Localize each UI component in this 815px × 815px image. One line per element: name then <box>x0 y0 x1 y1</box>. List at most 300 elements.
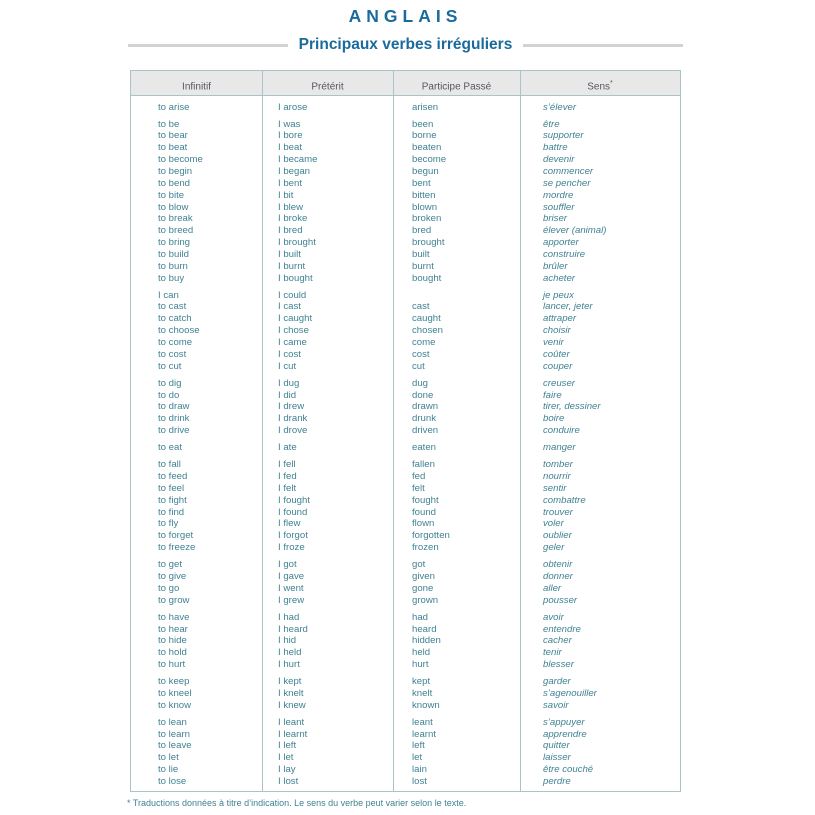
cell-sens: donner <box>543 570 573 582</box>
cell-participe-passe: frozen <box>412 542 439 554</box>
table-row <box>131 471 680 483</box>
cell-preterit: I flew <box>278 518 301 530</box>
cell-infinitif: to catch <box>158 313 192 325</box>
cell-infinitif: to break <box>158 213 193 225</box>
table-row <box>131 507 680 519</box>
cell-preterit: I built <box>278 248 301 260</box>
cell-preterit: I hid <box>278 635 297 647</box>
cell-infinitif: to begin <box>158 166 193 177</box>
cell-infinitif: to bend <box>158 177 191 189</box>
cell-preterit: I could <box>278 289 307 301</box>
page <box>127 0 681 815</box>
table-row <box>131 583 680 595</box>
irregular-verbs-table <box>130 70 681 792</box>
cell-sens: sentir <box>543 482 567 494</box>
cell-infinitif: to let <box>158 752 179 764</box>
cell-infinitif: to give <box>158 570 187 582</box>
verb-group <box>131 673 680 714</box>
cell-infinitif: I can <box>158 289 179 301</box>
table-row <box>131 571 680 583</box>
cell-sens: mordre <box>543 189 574 201</box>
cell-infinitif: to lose <box>158 776 187 787</box>
cell-sens: creuser <box>543 377 575 389</box>
cell-sens: manger <box>543 442 576 454</box>
cell-sens: combattre <box>543 494 586 506</box>
cell-preterit: I let <box>278 752 294 764</box>
cell-sens: battre <box>543 142 568 154</box>
table-row <box>131 325 680 337</box>
cell-sens: s’agenouiller <box>543 687 597 699</box>
cell-participe-passe: come <box>412 337 436 348</box>
table-row <box>131 225 680 237</box>
table-row <box>131 349 680 361</box>
cell-infinitif: to freeze <box>158 542 196 554</box>
cell-preterit: I was <box>278 118 301 130</box>
cell-sens: attraper <box>543 313 577 325</box>
cell-sens: geler <box>543 542 565 554</box>
cell-participe-passe: heard <box>412 623 437 635</box>
cell-preterit: I chose <box>278 325 309 337</box>
table-row <box>131 413 680 425</box>
table-row <box>131 301 680 313</box>
cell-infinitif: to build <box>158 248 189 260</box>
cell-infinitif: to fight <box>158 494 187 506</box>
cell-preterit: I froze <box>278 542 305 554</box>
cell-infinitif: to beat <box>158 142 188 154</box>
cell-participe-passe: beaten <box>412 142 442 154</box>
cell-preterit: I drank <box>278 413 308 425</box>
cell-participe-passe: drunk <box>412 413 436 425</box>
cell-participe-passe: fallen <box>412 459 435 471</box>
cell-sens: construire <box>543 248 586 260</box>
cell-infinitif: to hide <box>158 635 187 647</box>
cell-participe-passe: done <box>412 389 434 401</box>
cell-sens: laisser <box>543 752 571 764</box>
cell-preterit: I drew <box>278 401 305 413</box>
cell-participe-passe: lain <box>412 764 427 776</box>
cell-infinitif: to feed <box>158 471 188 482</box>
cell-infinitif: to breed <box>158 225 194 237</box>
table-row <box>131 688 680 700</box>
cell-participe-passe: lost <box>412 776 427 787</box>
cell-infinitif: to know <box>158 699 192 711</box>
cell-infinitif: to eat <box>158 442 183 454</box>
cell-sens: briser <box>543 213 567 225</box>
cell-infinitif: to draw <box>158 401 190 413</box>
cell-preterit: I came <box>278 337 307 348</box>
table-body <box>131 96 680 790</box>
verb-group <box>131 287 680 375</box>
cell-participe-passe: bitten <box>412 189 436 201</box>
table-row <box>131 700 680 712</box>
table-row <box>131 483 680 495</box>
cell-participe-passe: become <box>412 154 447 166</box>
cell-preterit: I got <box>278 559 297 571</box>
table-row <box>131 313 680 325</box>
cell-participe-passe: kept <box>412 676 431 688</box>
table-row <box>131 612 680 624</box>
table-row <box>131 361 680 373</box>
table-row <box>131 119 680 131</box>
cell-preterit: I held <box>278 647 302 659</box>
table-row <box>131 390 680 402</box>
cell-participe-passe: grown <box>412 594 439 606</box>
cell-preterit: I lost <box>278 776 299 787</box>
cell-infinitif: to fly <box>158 518 179 530</box>
cell-infinitif: to cut <box>158 360 182 372</box>
cell-preterit: I bore <box>278 130 303 142</box>
cell-infinitif: to forget <box>158 530 194 542</box>
column-divider-1 <box>262 71 263 791</box>
cell-sens: trouver <box>543 506 573 518</box>
table-row <box>131 401 680 413</box>
cell-participe-passe: bred <box>412 225 432 237</box>
cell-infinitif: to keep <box>158 676 190 688</box>
column-header-preterit <box>262 71 393 99</box>
cell-infinitif: to burn <box>158 260 188 272</box>
cell-sens: se pencher <box>543 177 591 189</box>
cell-preterit: I leant <box>278 716 305 728</box>
cell-infinitif: to bear <box>158 130 188 142</box>
page-title: ANGLAIS <box>348 6 463 26</box>
cell-preterit: I beat <box>278 142 303 154</box>
cell-participe-passe: dug <box>412 377 429 389</box>
table-row <box>131 624 680 636</box>
cell-infinitif: to dig <box>158 377 182 389</box>
cell-participe-passe: cut <box>412 360 425 372</box>
page-subtitle: Principaux verbes irréguliers <box>298 36 513 53</box>
column-header-sens <box>520 71 680 99</box>
cell-sens: tirer, dessiner <box>543 401 601 413</box>
table-row <box>131 378 680 390</box>
cell-sens: pousser <box>543 594 578 606</box>
table-row <box>131 729 680 741</box>
cell-sens: entendre <box>543 623 581 635</box>
cell-preterit: I had <box>278 611 300 623</box>
cell-sens: obtenir <box>543 559 573 571</box>
footnote: * Traductions données à titre d’indication. Le sens du verbe peut varier selon le texte. <box>127 798 467 808</box>
table-row <box>131 542 680 554</box>
column-header-label: Participe Passé <box>421 81 492 93</box>
cell-participe-passe: fed <box>412 471 426 482</box>
table-header-row <box>131 71 680 96</box>
cell-preterit: I bit <box>278 189 294 201</box>
cell-sens: acheter <box>543 272 575 284</box>
cell-infinitif: to come <box>158 337 193 348</box>
cell-sens: conduire <box>543 425 580 437</box>
right-rule <box>523 44 683 47</box>
cell-participe-passe: burnt <box>412 260 434 272</box>
table-row <box>131 764 680 776</box>
cell-participe-passe: brought <box>412 237 445 249</box>
cell-preterit: I cost <box>278 348 301 360</box>
table-row <box>131 249 680 261</box>
cell-infinitif: to learn <box>158 728 190 740</box>
cell-infinitif: to lie <box>158 764 179 776</box>
verb-group <box>131 116 680 287</box>
cell-participe-passe: left <box>412 740 425 752</box>
cell-sens: savoir <box>543 699 569 711</box>
table-row <box>131 273 680 285</box>
cell-sens: apprendre <box>543 728 587 740</box>
cell-preterit: I began <box>278 166 311 177</box>
cell-preterit: I lay <box>278 764 296 776</box>
verb-group <box>131 440 680 457</box>
cell-sens: supporter <box>543 130 584 142</box>
cell-participe-passe: driven <box>412 425 439 437</box>
cell-sens: coûter <box>543 348 570 360</box>
table-row <box>131 337 680 349</box>
cell-preterit: I hurt <box>278 659 300 671</box>
cell-sens: être couché <box>543 764 594 776</box>
cell-preterit: I heard <box>278 623 308 635</box>
cell-preterit: I knelt <box>278 687 304 699</box>
cell-participe-passe: been <box>412 118 434 130</box>
table-row <box>131 518 680 530</box>
cell-preterit: I brought <box>278 237 316 249</box>
table-row <box>131 102 680 114</box>
cell-infinitif: to grow <box>158 594 190 606</box>
table-row <box>131 154 680 166</box>
table-row <box>131 213 680 225</box>
cell-infinitif: to find <box>158 506 185 518</box>
cell-infinitif: to choose <box>158 325 200 337</box>
cell-sens: couper <box>543 360 573 372</box>
cell-participe-passe: leant <box>412 716 433 728</box>
cell-sens: voler <box>543 518 564 530</box>
cell-preterit: I cast <box>278 301 301 313</box>
cell-sens: oublier <box>543 530 572 542</box>
cell-preterit: I grew <box>278 594 305 606</box>
cell-participe-passe: cost <box>412 348 430 360</box>
cell-infinitif: to buy <box>158 272 185 284</box>
subtitle-row <box>128 36 683 54</box>
cell-preterit: I bred <box>278 225 303 237</box>
cell-preterit: I burnt <box>278 260 306 272</box>
cell-sens: garder <box>543 676 571 688</box>
verb-group <box>131 99 680 116</box>
cell-preterit: I left <box>278 740 297 752</box>
cell-sens: je peux <box>543 289 574 301</box>
cell-sens: s’élever <box>543 101 577 113</box>
cell-infinitif: to be <box>158 118 180 130</box>
cell-sens: boire <box>543 413 565 425</box>
cell-preterit: I dug <box>278 377 300 389</box>
cell-participe-passe: gone <box>412 582 434 594</box>
cell-participe-passe: known <box>412 699 440 711</box>
verb-group <box>131 609 680 673</box>
cell-infinitif: to cost <box>158 348 187 360</box>
cell-preterit: I fell <box>278 459 296 471</box>
cell-infinitif: to do <box>158 389 180 401</box>
cell-participe-passe: eaten <box>412 442 437 454</box>
cell-sens: brûler <box>543 260 568 272</box>
cell-preterit: I became <box>278 154 318 166</box>
cell-participe-passe: begun <box>412 166 439 177</box>
cell-sens: venir <box>543 337 564 348</box>
cell-infinitif: to drive <box>158 425 190 437</box>
cell-preterit: I blew <box>278 201 304 213</box>
cell-infinitif: to drink <box>158 413 190 425</box>
cell-infinitif: to feel <box>158 482 185 494</box>
verb-group <box>131 557 680 610</box>
cell-infinitif: to blow <box>158 201 189 213</box>
cell-infinitif: to fall <box>158 459 181 471</box>
cell-sens: blesser <box>543 659 574 671</box>
cell-participe-passe: broken <box>412 213 442 225</box>
cell-participe-passe: knelt <box>412 687 433 699</box>
cell-sens: choisir <box>543 325 571 337</box>
left-rule <box>128 44 288 47</box>
cell-sens: quitter <box>543 740 570 752</box>
cell-participe-passe: hidden <box>412 635 441 647</box>
cell-preterit: I knew <box>278 699 306 711</box>
cell-sens: apporter <box>543 237 579 249</box>
cell-participe-passe: caught <box>412 313 441 325</box>
verb-group <box>131 714 680 790</box>
table-row <box>131 130 680 142</box>
cell-infinitif: to become <box>158 154 203 166</box>
cell-sens: être <box>543 118 560 130</box>
cell-infinitif: to hurt <box>158 659 186 671</box>
cell-infinitif: to hold <box>158 647 187 659</box>
table-row <box>131 237 680 249</box>
cell-participe-passe: blown <box>412 201 438 213</box>
cell-participe-passe: arisen <box>412 101 439 113</box>
cell-participe-passe: bought <box>412 272 442 284</box>
cell-participe-passe: borne <box>412 130 437 142</box>
table-row <box>131 635 680 647</box>
cell-infinitif: to have <box>158 611 190 623</box>
column-header-label: Sens <box>587 81 611 93</box>
column-header-label: Prétérit <box>311 81 344 93</box>
cell-participe-passe: given <box>412 570 435 582</box>
cell-sens: souffler <box>543 201 575 213</box>
table-row <box>131 202 680 214</box>
cell-preterit: I fed <box>278 471 297 482</box>
column-header-sup: * <box>610 80 613 87</box>
cell-preterit: I arose <box>278 101 308 113</box>
cell-participe-passe: felt <box>412 482 425 494</box>
column-header-infinitif <box>131 71 262 99</box>
table-row <box>131 178 680 190</box>
verb-group <box>131 375 680 439</box>
cell-infinitif: to kneel <box>158 687 192 699</box>
table-row <box>131 495 680 507</box>
cell-participe-passe: got <box>412 559 426 571</box>
cell-sens: commencer <box>543 166 594 177</box>
cell-preterit: I gave <box>278 570 305 582</box>
cell-sens: tenir <box>543 647 562 659</box>
cell-infinitif: to get <box>158 559 183 571</box>
cell-participe-passe: had <box>412 611 429 623</box>
table-row <box>131 717 680 729</box>
cell-preterit: I did <box>278 389 297 401</box>
cell-preterit: I bought <box>278 272 313 284</box>
cell-participe-passe: flown <box>412 518 435 530</box>
cell-preterit: I broke <box>278 213 308 225</box>
cell-preterit: I fought <box>278 494 311 506</box>
cell-infinitif: to lean <box>158 716 187 728</box>
cell-sens: faire <box>543 389 562 401</box>
cell-sens: aller <box>543 582 562 594</box>
cell-preterit: I caught <box>278 313 313 325</box>
table-row <box>131 425 680 437</box>
table-row <box>131 459 680 471</box>
cell-infinitif: to bite <box>158 189 185 201</box>
cell-sens: perdre <box>543 776 571 787</box>
table-row <box>131 647 680 659</box>
cell-preterit: I ate <box>278 442 297 454</box>
table-row <box>131 776 680 788</box>
table-row <box>131 166 680 178</box>
cell-participe-passe: hurt <box>412 659 429 671</box>
column-divider-3 <box>520 71 521 791</box>
verb-group <box>131 457 680 557</box>
cell-preterit: I drove <box>278 425 308 437</box>
table-row <box>131 530 680 542</box>
cell-participe-passe: found <box>412 506 437 518</box>
cell-participe-passe: built <box>412 248 430 260</box>
column-header-participe-passe <box>393 71 520 99</box>
table-row <box>131 659 680 671</box>
cell-preterit: I bent <box>278 177 303 189</box>
cell-infinitif: to arise <box>158 101 190 113</box>
cell-sens: avoir <box>543 611 564 623</box>
cell-sens: devenir <box>543 154 575 166</box>
cell-infinitif: to cast <box>158 301 187 313</box>
table-row <box>131 290 680 302</box>
table-row <box>131 740 680 752</box>
cell-participe-passe: chosen <box>412 325 443 337</box>
cell-participe-passe <box>393 290 520 302</box>
table-row <box>131 595 680 607</box>
cell-preterit: I learnt <box>278 728 308 740</box>
cell-infinitif: to go <box>158 582 180 594</box>
cell-participe-passe: held <box>412 647 431 659</box>
table-row <box>131 559 680 571</box>
cell-preterit: I forgot <box>278 530 308 542</box>
cell-participe-passe: forgotten <box>412 530 450 542</box>
cell-participe-passe: learnt <box>412 728 436 740</box>
table-row <box>131 676 680 688</box>
cell-participe-passe: fought <box>412 494 439 506</box>
cell-sens: cacher <box>543 635 572 647</box>
cell-infinitif: to leave <box>158 740 192 752</box>
cell-preterit: I found <box>278 506 308 518</box>
cell-preterit: I felt <box>278 482 297 494</box>
cell-infinitif: to bring <box>158 237 190 249</box>
cell-sens: lancer, jeter <box>543 301 593 313</box>
cell-infinitif: to hear <box>158 623 188 635</box>
table-row <box>131 142 680 154</box>
cell-participe-passe: let <box>412 752 423 764</box>
cell-preterit: I went <box>278 582 304 594</box>
cell-sens: élever (animal) <box>543 225 607 237</box>
cell-participe-passe: cast <box>412 301 430 313</box>
cell-participe-passe: bent <box>412 177 431 189</box>
column-divider-2 <box>393 71 394 791</box>
cell-preterit: I cut <box>278 360 297 372</box>
table-row <box>131 442 680 454</box>
column-header-label: Infinitif <box>182 81 211 93</box>
table-row <box>131 752 680 764</box>
cell-sens: nourrir <box>543 471 571 482</box>
cell-sens: tomber <box>543 459 573 471</box>
table-row <box>131 190 680 202</box>
cell-preterit: I kept <box>278 676 302 688</box>
cell-participe-passe: drawn <box>412 401 439 413</box>
